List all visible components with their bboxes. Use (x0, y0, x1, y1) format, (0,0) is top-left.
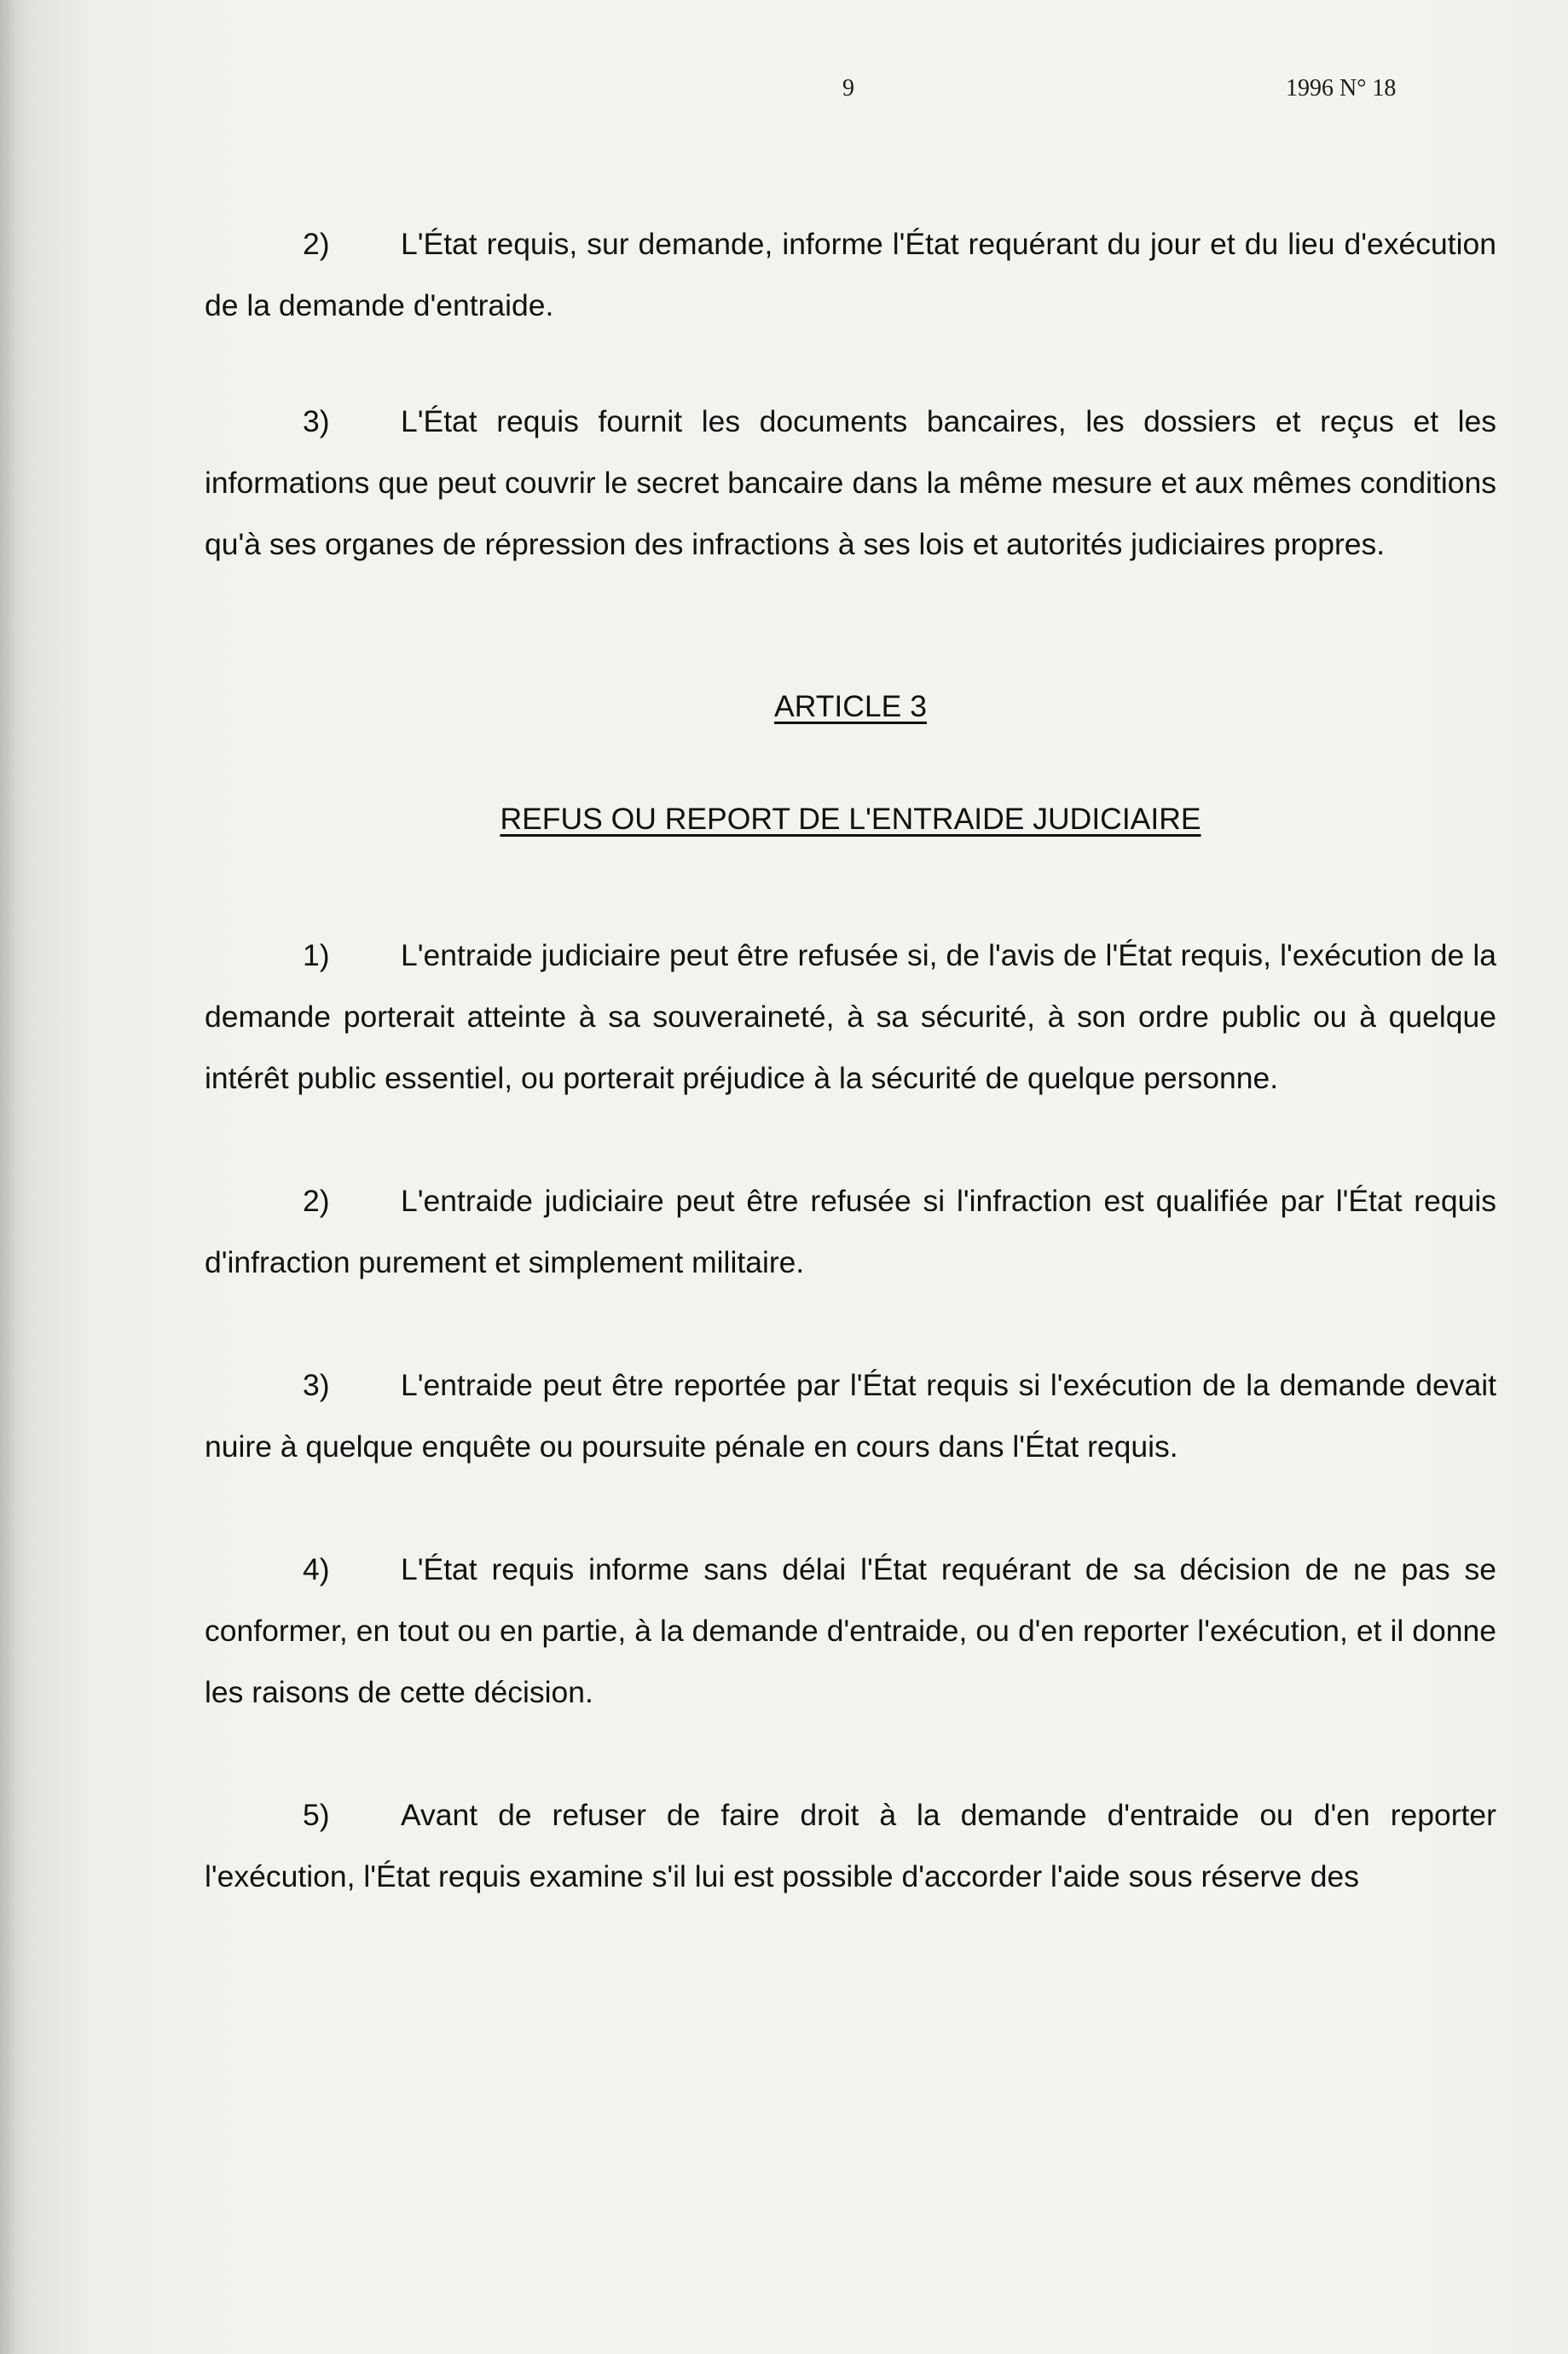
paragraph-number: 1) (303, 938, 330, 972)
paragraph-number: 4) (303, 1552, 330, 1586)
paragraph-text: L'entraide judiciaire peut être refusée si l'infraction est qualifiée par l'État requis d'infraction purement et simplement militaire. (205, 1184, 1496, 1279)
paragraph-text: L'entraide peut être reportée par l'État requis si l'exécution de la demande devait nuire à quelque enquête ou poursuite pénale en cours dans l'État requis. (205, 1368, 1496, 1464)
paragraph-text: Avant de refuser de faire droit à la demande d'entraide ou d'en reporter l'exécution, l'État requis examine s'il lui est possible d'accorder l'aide sous réserve des (205, 1798, 1496, 1893)
paragraph-number: 2) (303, 227, 330, 261)
article-title: ARTICLE 3 (774, 689, 927, 723)
paragraph (205, 1539, 1496, 1723)
article-subtitle: REFUS OU REPORT DE L'ENTRAIDE JUDICIAIRE (500, 802, 1201, 836)
page-number: 9 (842, 75, 854, 101)
paragraph (205, 925, 1496, 1109)
paragraph-text: L'État requis informe sans délai l'État requérant de sa décision de ne pas se conformer, en tout ou en partie, à la demande d'entraide, ou d'en reporter l'exécution, et il donne les raisons de cette décision. (205, 1552, 1496, 1709)
paragraph-text: L'État requis, sur demande, informe l'État requérant du jour et du lieu d'exécution de la demande d'entraide. (205, 227, 1496, 322)
paragraph (205, 391, 1496, 575)
binding-edge (0, 0, 15, 2354)
paragraph-text: L'État requis fournit les documents bancaires, les dossiers et reçus et les informations que peut couvrir le secret bancaire dans la même mesure et aux mêmes conditions qu'à ses organes de répression des infractions à ses lois et autorités judiciaires propres. (205, 404, 1496, 561)
paragraph (205, 1354, 1496, 1477)
paragraph-number: 3) (303, 1368, 330, 1402)
paragraph-number: 2) (303, 1184, 330, 1218)
paragraph (205, 1170, 1496, 1293)
paragraph-number: 5) (303, 1798, 330, 1832)
paragraph-text: L'entraide judiciaire peut être refusée si, de l'avis de l'État requis, l'exécution de la demande porterait atteinte à sa souveraineté, à sa sécurité, à son ordre public ou à quelque intérêt public essentiel, ou porterait préjudice à la sécurité de quelque personne. (205, 938, 1496, 1095)
document-body (205, 213, 1496, 1907)
paragraph-number: 3) (303, 404, 330, 438)
paragraph (205, 1784, 1496, 1907)
header-reference: 1996 N° 18 (1286, 75, 1397, 101)
paragraph (205, 213, 1496, 336)
